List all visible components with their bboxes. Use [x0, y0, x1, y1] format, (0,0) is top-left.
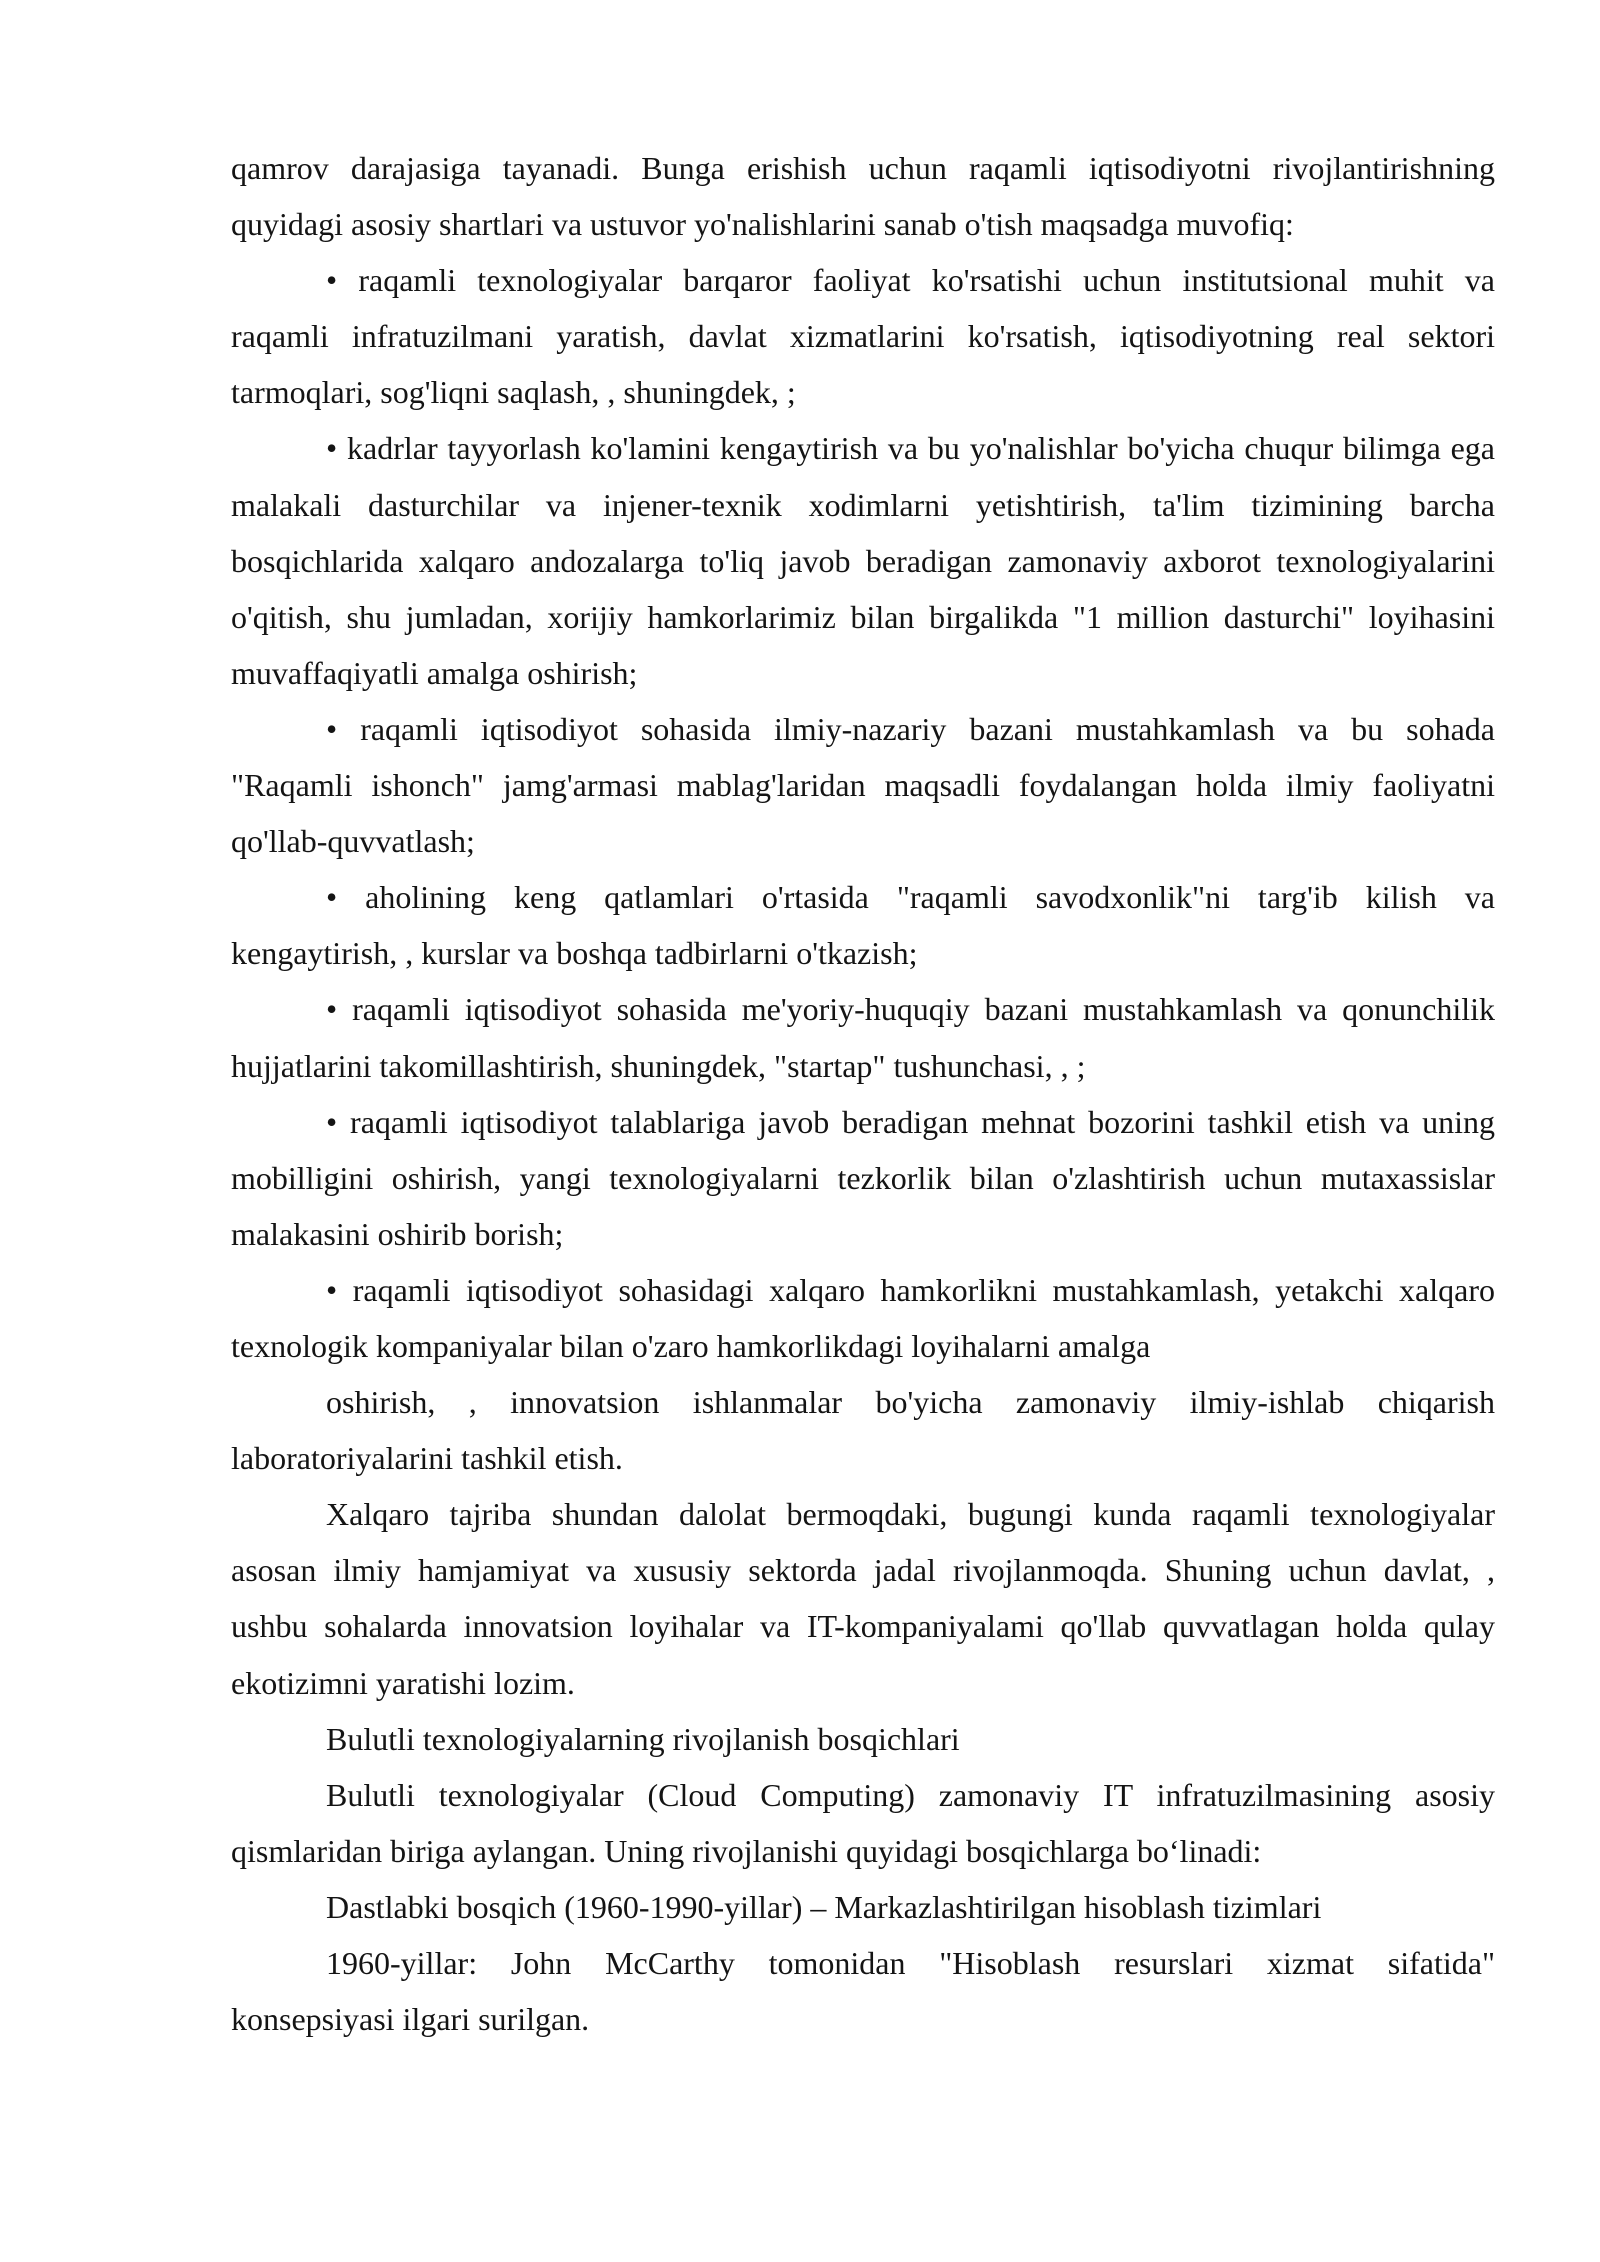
text-line: Bulutli texnologiyalar (Cloud Computing) zamonaviy IT infratuzilmasining asosiy	[326, 1776, 1495, 1813]
text-line: Dastlabki bosqich (1960-1990-yillar) – Markazlashtirilgan hisoblash tizimlari	[326, 1888, 1322, 1925]
text-line: • raqamli iqtisodiyot sohasida me'yoriy-huquqiy bazani mustahkamlash va qonunchilik	[326, 991, 1495, 1028]
text-line: Bulutli texnologiyalarning rivojlanish bosqichlari	[326, 1720, 960, 1757]
text-line: o'qitish, shu jumladan, xorijiy hamkorlarimiz bilan birgalikda "1 million dasturchi" loyihasini	[231, 598, 1495, 635]
text-line: mobilligini oshirish, yangi texnologiyalarni tezkorlik bilan o'zlashtirish uchun mutaxassislar	[231, 1159, 1495, 1196]
section-heading	[231, 1711, 1495, 1767]
text-line: muvaffaqiyatli amalga oshirish;	[231, 654, 638, 691]
text-line: 1960-yillar: John McCarthy tomonidan "Hisoblash resurslari xizmat sifatida"	[326, 1945, 1495, 1981]
text-line: ushbu sohalarda innovatsion loyihalar va IT-kompaniyalami qo'llab quvvatlagan holda qulay	[231, 1608, 1495, 1645]
text-line: • raqamli iqtisodiyot sohasidagi xalqaro hamkorlikni mustahkamlash, yetakchi xalqaro	[326, 1271, 1495, 1308]
body-paragraph	[231, 140, 1495, 252]
bullet-item	[231, 1094, 1495, 1262]
text-line: qamrov darajasiga tayanadi. Bunga erishish uchun raqamli iqtisodiyotni rivojlantirishning	[231, 150, 1495, 186]
text-line: bosqichlarida xalqaro andozalarga to'liq javob beradigan zamonaviy axborot texnologiyalarini	[231, 542, 1495, 579]
text-line: laboratoriyalarini tashkil etish.	[231, 1440, 623, 1477]
bullet-item	[231, 869, 1495, 981]
stage-heading	[231, 1879, 1495, 1935]
text-line: • raqamli iqtisodiyot sohasida ilmiy-nazariy bazani mustahkamlash va bu sohada	[326, 710, 1495, 747]
text-line: • aholining keng qatlamlari o'rtasida "raqamli savodxonlik"ni targ'ib kilish va	[326, 879, 1495, 916]
text-line: • kadrlar tayyorlash ko'lamini kengaytirish va bu yo'nalishlar bo'yicha chuqur bilimga ega	[326, 430, 1495, 467]
body-paragraph	[231, 1374, 1495, 1486]
text-line: "Raqamli ishonch" jamg'armasi mablag'laridan maqsadli foydalangan holda ilmiy faoliyatni	[231, 767, 1495, 804]
body-paragraph	[231, 1767, 1495, 1879]
text-line: texnologik kompaniyalar bilan o'zaro hamkorlikdagi loyihalarni amalga	[231, 1327, 1151, 1364]
bullet-item	[231, 420, 1495, 700]
text-line: raqamli infratuzilmani yaratish, davlat xizmatlarini ko'rsatish, iqtisodiyotning real sektori	[231, 318, 1495, 355]
bullet-item	[231, 701, 1495, 869]
body-paragraph	[231, 1486, 1495, 1710]
text-line: konsepsiyasi ilgari surilgan.	[231, 2001, 590, 2038]
text-line: hujjatlarini takomillashtirish, shuningdek, "startap" tushunchasi, , ;	[231, 1047, 1086, 1084]
text-line: • raqamli texnologiyalar barqaror faoliyat ko'rsatishi uchun institutsional muhit va	[326, 262, 1495, 299]
text-line: Xalqaro tajriba shundan dalolat bermoqdaki, bugungi kunda raqamli texnologiyalar	[326, 1496, 1495, 1533]
text-line: qismlaridan biriga aylangan. Uning rivojlanishi quyidagi bosqichlarga bo‘linadi:	[231, 1832, 1262, 1869]
text-line: qo'llab-quvvatlash;	[231, 823, 475, 860]
text-line: tarmoqlari, sog'liqni saqlash, , shuningdek, ;	[231, 374, 796, 411]
body-paragraph	[231, 1935, 1495, 2047]
text-line: quyidagi asosiy shartlari va ustuvor yo'nalishlarini sanab o'tish maqsadga muvofiq:	[231, 206, 1294, 243]
text-line: asosan ilmiy hamjamiyat va xususiy sektorda jadal rivojlanmoqda. Shuning uchun davlat, ,	[231, 1552, 1495, 1589]
text-line: kengaytirish, , kurslar va boshqa tadbirlarni o'tkazish;	[231, 935, 918, 972]
text-line: malakasini oshirib borish;	[231, 1215, 564, 1252]
text-line: • raqamli iqtisodiyot talablariga javob beradigan mehnat bozorini tashkil etish va uning	[326, 1103, 1495, 1140]
text-line: ekotizimni yaratishi lozim.	[231, 1664, 575, 1701]
bullet-item	[231, 981, 1495, 1093]
text-line: oshirish, , innovatsion ishlanmalar bo'yicha zamonaviy ilmiy-ishlab chiqarish	[326, 1384, 1495, 1421]
bullet-item	[231, 1262, 1495, 1374]
text-line: malakali dasturchilar va injener-texnik xodimlarni yetishtirish, ta'lim tizimining barcha	[231, 486, 1495, 523]
bullet-item	[231, 252, 1495, 420]
